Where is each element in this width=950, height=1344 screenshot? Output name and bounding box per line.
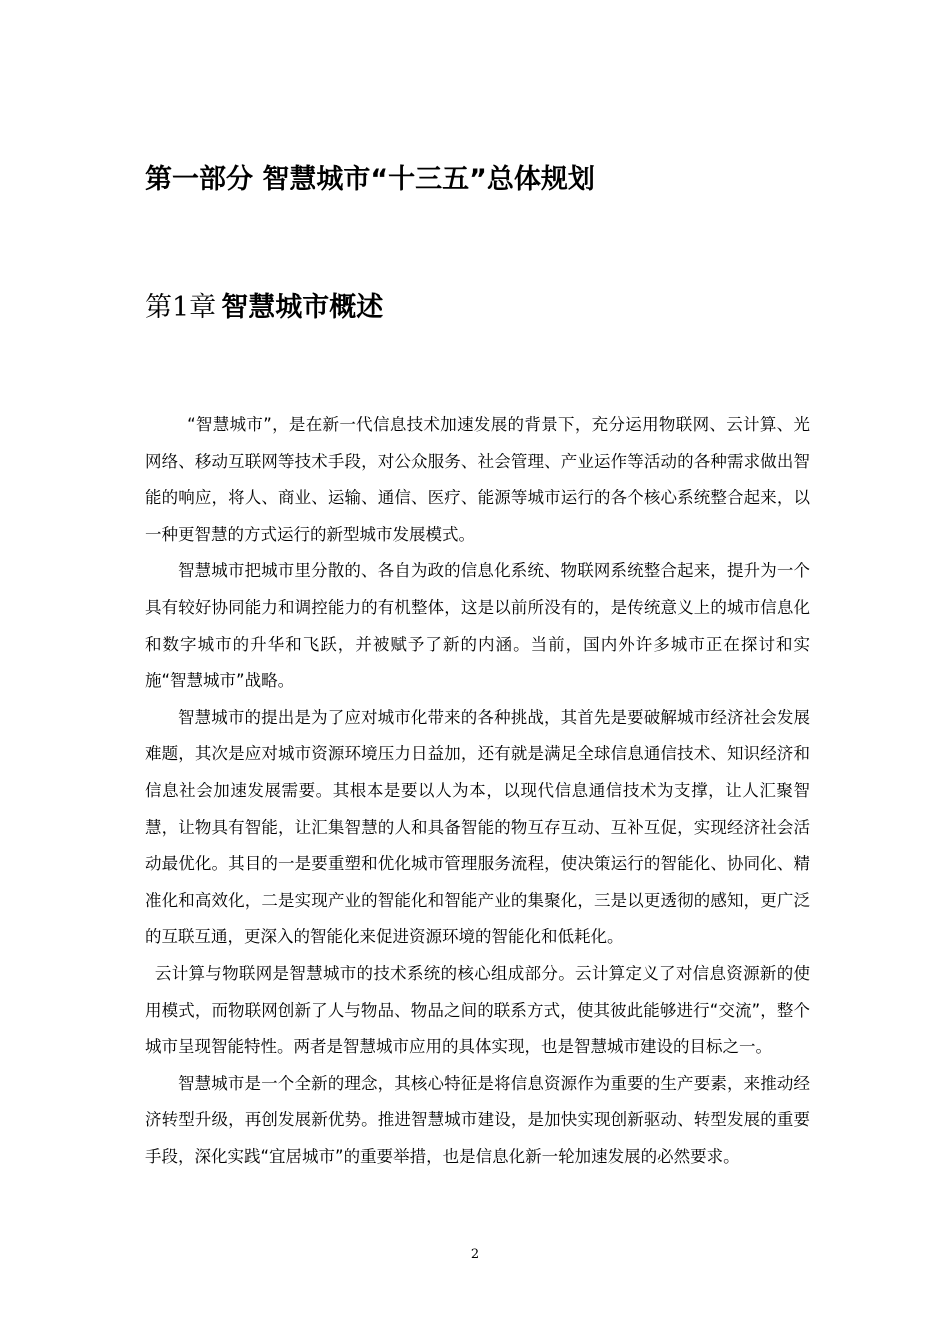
chapter-title: 智慧城市概述 (221, 292, 384, 323)
paragraph: “智慧城市”，是在新一代信息技术加速发展的背景下，充分运用物联网、云计算、光网络、移动互联网等技术手段，对公众服务、社会管理、产业运作等活动的各种需求做出智能的响应，将人、商业、运输、通信、医疗、能源等城市运行的各个核心系统整合起来，以一种更智慧的方式运行的新型城市发展模式。 (145, 415, 810, 544)
page-number: 2 (470, 1247, 480, 1262)
chapter-number: 第1章 (145, 292, 217, 323)
chapter-heading (145, 288, 383, 331)
part-title: 第一部分 智慧城市“十三五”总体规划 (145, 164, 595, 195)
paragraph: 智慧城市是一个全新的理念，其核心特征是将信息资源作为重要的生产要素，来推动经济转型升级，再创发展新优势。推进智慧城市建设，是加快实现创新驱动、转型发展的重要手段，深化实践“宜居城市”的重要举措，也是信息化新一轮加速发展的必然要求。 (145, 1073, 810, 1166)
paragraph: 智慧城市把城市里分散的、各自为政的信息化系统、物联网系统整合起来，提升为一个具有较好协同能力和调控能力的有机整体，这是以前所没有的，是传统意义上的城市信息化和数字城市的升华和飞跃，并被赋予了新的内涵。当前，国内外许多城市正在探讨和实施“智慧城市”战略。 (145, 561, 810, 691)
body-text (145, 407, 810, 1175)
paragraph: 智慧城市的提出是为了应对城市化带来的各种挑战，其首先是要破解城市经济社会发展难题，其次是应对城市资源环境压力日益加，还有就是满足全球信息通信技术、知识经济和信息社会加速发展需要。其根本是要以人为本，以现代信息通信技术为支撑，让人汇聚智慧，让物具有智能，让汇集智慧的人和具备智能的物互存互动、互补互促，实现经济社会活动最优化。其目的一是要重塑和优化城市管理服务流程，使决策运行的智能化、协同化、精准化和高效化，二是实现产业的智能化和智能产业的集聚化，三是以更透彻的感知，更广泛的互联互通，更深入的智能化来促进资源环境的智能化和低耗化。 (145, 707, 810, 947)
paragraph: 云计算与物联网是智慧城市的技术系统的核心组成部分。云计算定义了对信息资源新的使用模式，而物联网创新了人与物品、物品之间的联系方式，使其彼此能够进行“交流”，整个城市呈现智能特性。两者是智慧城市应用的具体实现，也是智慧城市建设的目标之一。 (145, 963, 810, 1057)
